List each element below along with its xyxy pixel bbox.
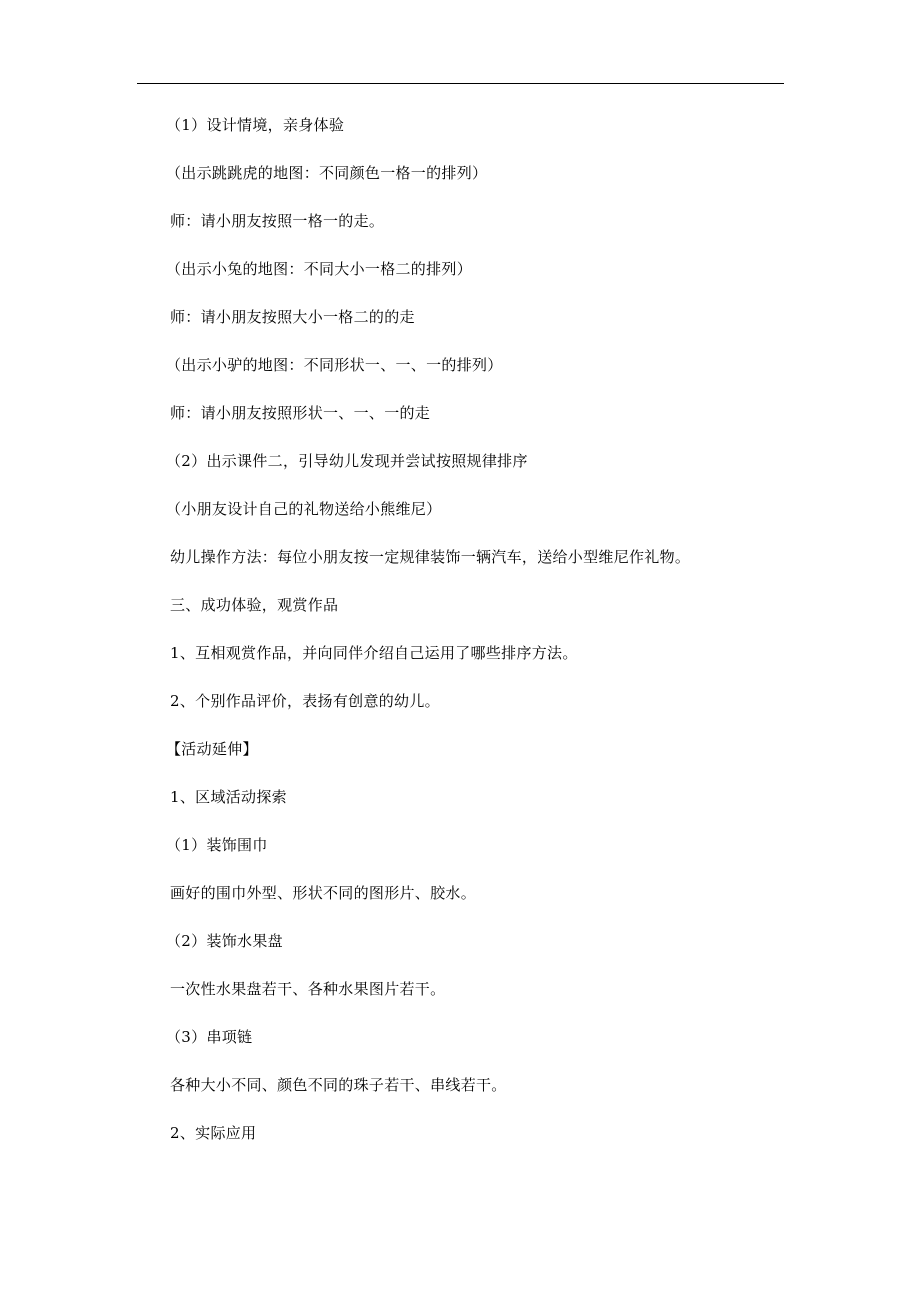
text-line: （1）设计情境，亲身体验	[166, 116, 345, 134]
text-line: 师：请小朋友按照大小一格二的的走	[170, 308, 415, 326]
text-line: （2）装饰水果盘	[166, 932, 283, 950]
header-rule	[137, 83, 784, 84]
text-line: 各种大小不同、颜色不同的珠子若干、串线若干。	[170, 1076, 507, 1094]
text-line: （出示跳跳虎的地图：不同颜色一格一的排列）	[166, 164, 488, 182]
text-line: 师：请小朋友按照形状一、一、一的走	[170, 404, 431, 422]
text-line: 1、互相观赏作品，并向同伴介绍自己运用了哪些排序方法。	[170, 644, 578, 662]
text-line: 2、个别作品评价，表扬有创意的幼儿。	[170, 692, 440, 710]
text-line: （1）装饰围巾	[166, 836, 268, 854]
text-line: 画好的围巾外型、形状不同的图形片、胶水。	[170, 884, 477, 902]
section-heading: 【活动延伸】	[166, 740, 258, 758]
text-line: 幼儿操作方法：每位小朋友按一定规律装饰一辆汽车，送给小型维尼作礼物。	[170, 548, 691, 566]
text-line: 2、实际应用	[170, 1124, 257, 1142]
text-line: （2）出示课件二，引导幼儿发现并尝试按照规律排序	[166, 452, 528, 470]
text-line: （出示小兔的地图：不同大小一格二的排列）	[166, 260, 473, 278]
text-line: （出示小驴的地图：不同形状一、一、一的排列）	[166, 356, 503, 374]
text-line: 师：请小朋友按照一格一的走。	[170, 212, 385, 230]
text-line: 一次性水果盘若干、各种水果图片若干。	[170, 980, 446, 998]
text-line: （3）串项链	[166, 1028, 253, 1046]
section-heading: 三、成功体验，观赏作品	[170, 596, 339, 614]
text-line: （小朋友设计自己的礼物送给小熊维尼）	[166, 500, 442, 518]
text-line: 1、区域活动探索	[170, 788, 287, 806]
